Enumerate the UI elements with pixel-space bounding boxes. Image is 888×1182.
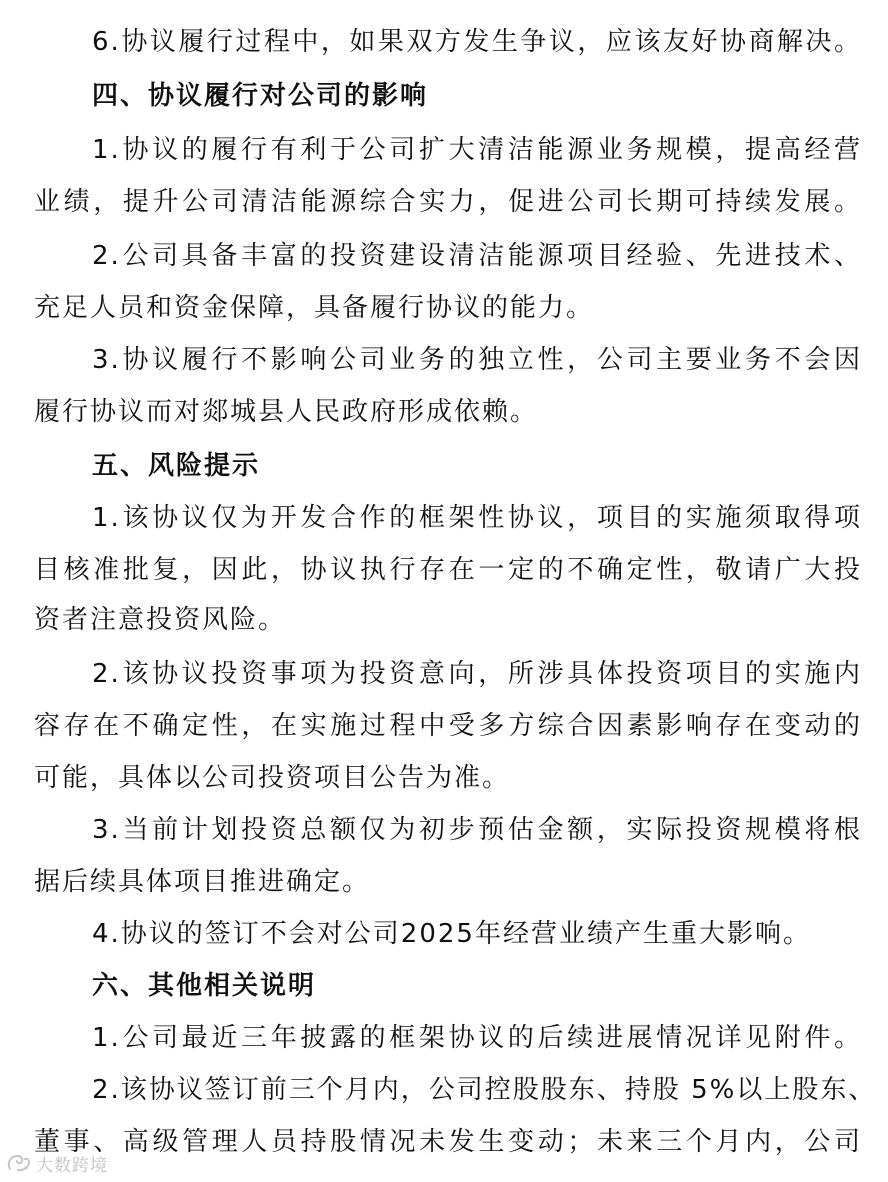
paragraph-line: 董事、高级管理人员持股情况未发生变动；未来三个月内，公司 bbox=[34, 1127, 862, 1157]
paragraph-line: 容存在不确定性，在实施过程中受多方综合因素影响存在变动的 bbox=[34, 711, 862, 741]
paragraph-line: 2.该协议投资事项为投资意向，所涉具体投资项目的实施内 bbox=[92, 659, 862, 689]
watermark-text: 大数跨境 bbox=[36, 1155, 108, 1176]
watermark bbox=[6, 1150, 108, 1176]
paragraph-line: 1.该协议仅为开发合作的框架性协议，项目的实施须取得项 bbox=[92, 503, 862, 533]
paragraph-line: 3.协议履行不影响公司业务的独立性，公司主要业务不会因 bbox=[92, 345, 862, 375]
paragraph-line: 履行协议而对郯城县人民政府形成依赖。 bbox=[34, 397, 539, 427]
paragraph-line: 2.该协议签订前三个月内，公司控股股东、持股 5%以上股东、 bbox=[92, 1075, 877, 1105]
paragraph-line: 6.协议履行过程中，如果双方发生争议，应该友好协商解决。 bbox=[92, 27, 862, 57]
section-heading: 五、风险提示 bbox=[92, 451, 261, 481]
paragraph-line: 目核准批复，因此，协议执行存在一定的不确定性，敬请广大投 bbox=[34, 555, 862, 585]
paragraph-line: 2.公司具备丰富的投资建设清洁能源项目经验、先进技术、 bbox=[92, 241, 862, 271]
paragraph-line: 据后续具体项目推进确定。 bbox=[34, 867, 371, 897]
paragraph-line: 1.公司最近三年披露的框架协议的后续进展情况详见附件。 bbox=[92, 1023, 862, 1053]
section-heading: 四、协议履行对公司的影响 bbox=[92, 81, 429, 111]
paragraph-line: 4.协议的签订不会对公司2025年经营业绩产生重大影响。 bbox=[92, 919, 811, 949]
paragraph-line: 可能，具体以公司投资项目公告为准。 bbox=[34, 763, 511, 793]
paragraph-line: 1.协议的履行有利于公司扩大清洁能源业务规模，提高经营 bbox=[92, 135, 862, 165]
brand-logo-icon bbox=[6, 1152, 32, 1174]
section-heading: 六、其他相关说明 bbox=[92, 971, 317, 1001]
paragraph-line: 充足人员和资金保障，具备履行协议的能力。 bbox=[34, 293, 595, 323]
paragraph-line: 3.当前计划投资总额仅为初步预估金额，实际投资规模将根 bbox=[92, 815, 862, 845]
paragraph-line: 业绩，提升公司清洁能源综合实力，促进公司长期可持续发展。 bbox=[34, 187, 862, 217]
paragraph-line: 资者注意投资风险。 bbox=[34, 605, 287, 635]
